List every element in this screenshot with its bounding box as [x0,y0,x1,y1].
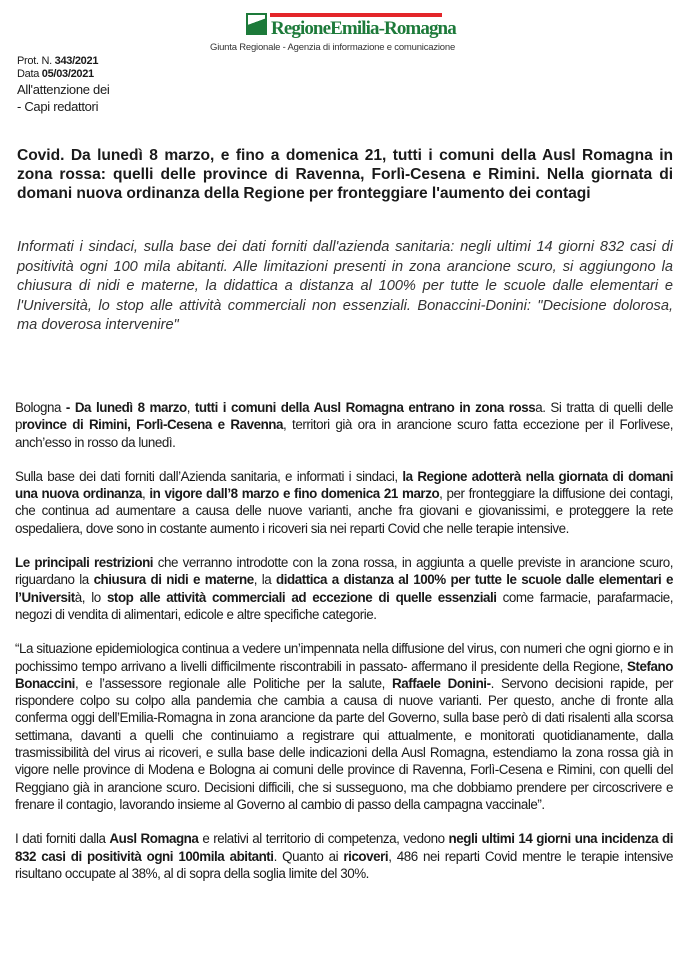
bold-text: chiusura di nidi e materne [93,572,254,588]
bold-text: Le principali restrizioni [15,555,154,571]
protocol-label: Prot. N. [17,55,55,67]
text: , 486 nei reparti Covid mentre le terapie intensive risultano occupate al 38%, al di sopra della soglia limite del 30%. [15,848,673,881]
date-label: Data [17,68,42,80]
document-date [17,68,109,81]
bold-text: la Regione adotterà nella giornata di domani una nuova ordinanza [15,468,674,502]
date-value: 05/03/2021 [41,68,94,80]
bold-text: Ausl Romagna [109,831,199,847]
text: , per fronteggiare la diffusione dei contagi, che continua ad aumentare a causa delle nuove varianti, anche fra giovani e giovanissimi, e proteggere la rete ospedaliera, dove sono in costante aumento i ricoveri sia nei reparti Covid che nelle terapie intensive. [15,486,673,536]
text: “La situazione epidemiologica continua a vedere un’impennata nella diffusione del virus, con numeri che ogni giorno e in pochissimo tempo arrivano a livelli difficilmente riscontrabili in passato- affermano il presidente della Regione, [15,641,673,674]
logo-text: RegioneEmilia-Romagna [271,18,456,39]
logo-mark-icon [246,13,267,35]
protocol-value: 343/2021 [54,55,99,67]
text: . Quanto ai [273,848,344,864]
bold-text: ricoveri [343,848,389,864]
regione-emilia-romagna-logo [246,10,456,40]
press-release-title: Covid. Da lunedì 8 marzo, e fino a domenica 21, tutti i comuni della Ausl Romagna in zona rossa: quelli delle province di Ravenna, Forlì-Cesena e Rimini. Nella giornata di domani nuova ordinanza della Regione per fronteggiare l'aumento dei contagi [17,147,673,202]
text: a. Si tratta di quelli delle p [15,400,673,433]
text: come farmacie, parafarmacie, negozi di vendita di alimentari, edicole e altre specifiche categorie. [15,589,673,622]
document-meta [17,55,109,115]
text: Sulla base dei dati forniti dall’Azienda sanitaria, e informati i sindaci, [15,468,403,484]
body-paragraph [15,468,673,537]
bold-text: - Da lunedì 8 marzo [65,400,187,415]
protocol-number [17,55,109,68]
bold-text: stop alle attività commerciali ad eccezione di quelle essenziali [106,589,497,605]
body-paragraph [15,640,673,813]
press-release-subtitle: Informati i sindaci, sulla base dei dati forniti dall'azienda sanitaria: negli ultimi 14 giorni 832 casi di positività ogni 100 mila abitanti. Alle limitazioni presenti in zona arancione scuro, si aggiungono la chiusura di nidi e materne, la didattica a distanza al 100% per tutte le scuole dalle elementari e l'Università, lo stop alle attività commerciali non essenziali. Bonaccini-Donini: "Decisione dolorosa, ma doverosa intervenire" [17,239,673,334]
text: . Servono decisioni rapide, per rispondere colpo su colpo alla pandemia che cambia a causa di nuove varianti. Per questo, anche di fronte alla conferma oggi dell’Emilia-Romagna in zona arancione da parte del Governo, sulla base però di dati risalenti alla scorsa settimana, davanti a quelli che continuiamo a registrare qui attualmente, e monitorati quotidianamente, dalla trasmissibilità del virus ai ricoveri, e sulla base delle indicazioni della Ausl Romagna, estendiamo la zona rossa già in vigore nelle province di Modena e Bologna ai comuni delle province di Ravenna, Forlì-Cesena e Rimini, con quelli del Reggiano già in arancione scuro. Decisioni difficili, che si susseguono, ma che dobbiamo prendere per circoscrivere e frenare il contagio, lavorando insieme al Governo al cambio di passo della campagna vaccinale”. [15,675,673,812]
body-paragraph [15,554,673,623]
bold-text: rovince di Rimini, Forlì-Cesena e Ravenna [22,417,284,433]
text: , e l’assessore regionale alle Politiche per la salute, [74,675,392,691]
text: , territori già ora in arancione scuro fatta eccezione per il Forlivese, anch’esso in rosso da lunedì. [15,417,673,450]
recipients-line: - Capi redattori [17,99,99,114]
bold-text: didattica a distanza al 100% per tutte le scuole dalle elementari e l’Universit [15,572,673,605]
text: che verranno introdotte con la zona rossa, in aggiunta a quelle previste in arancione scuro, riguardano la [15,555,673,588]
attention-line: All'attenzione dei [17,82,110,97]
text: e relativi al territorio di competenza, vedono [198,831,449,847]
text: , [142,486,150,502]
bold-text: Stefano Bonaccini [15,658,673,691]
bold-text: tutti i comuni della Ausl Romagna entrano in zona ross [194,400,536,415]
bold-text: in vigore dall’8 marzo e fino domenica 21 marzo [149,486,440,502]
body-paragraph [15,830,673,882]
text: Bologna [15,400,66,415]
text: I dati forniti dalla [15,831,110,847]
bold-text: negli ultimi 14 giorni una incidenza di 832 casi di positività ogni 100mila abitanti [15,831,673,864]
bold-text: Raffaele Donini- [391,675,491,691]
text: , la [253,572,277,588]
logo-red-bar [270,13,442,17]
text: , [186,400,195,415]
press-release-body [15,399,673,899]
text: à, lo [74,589,107,605]
agency-subtitle: Giunta Regionale - Agenzia di informazione e comunicazione [210,42,456,53]
body-paragraph [15,399,673,451]
